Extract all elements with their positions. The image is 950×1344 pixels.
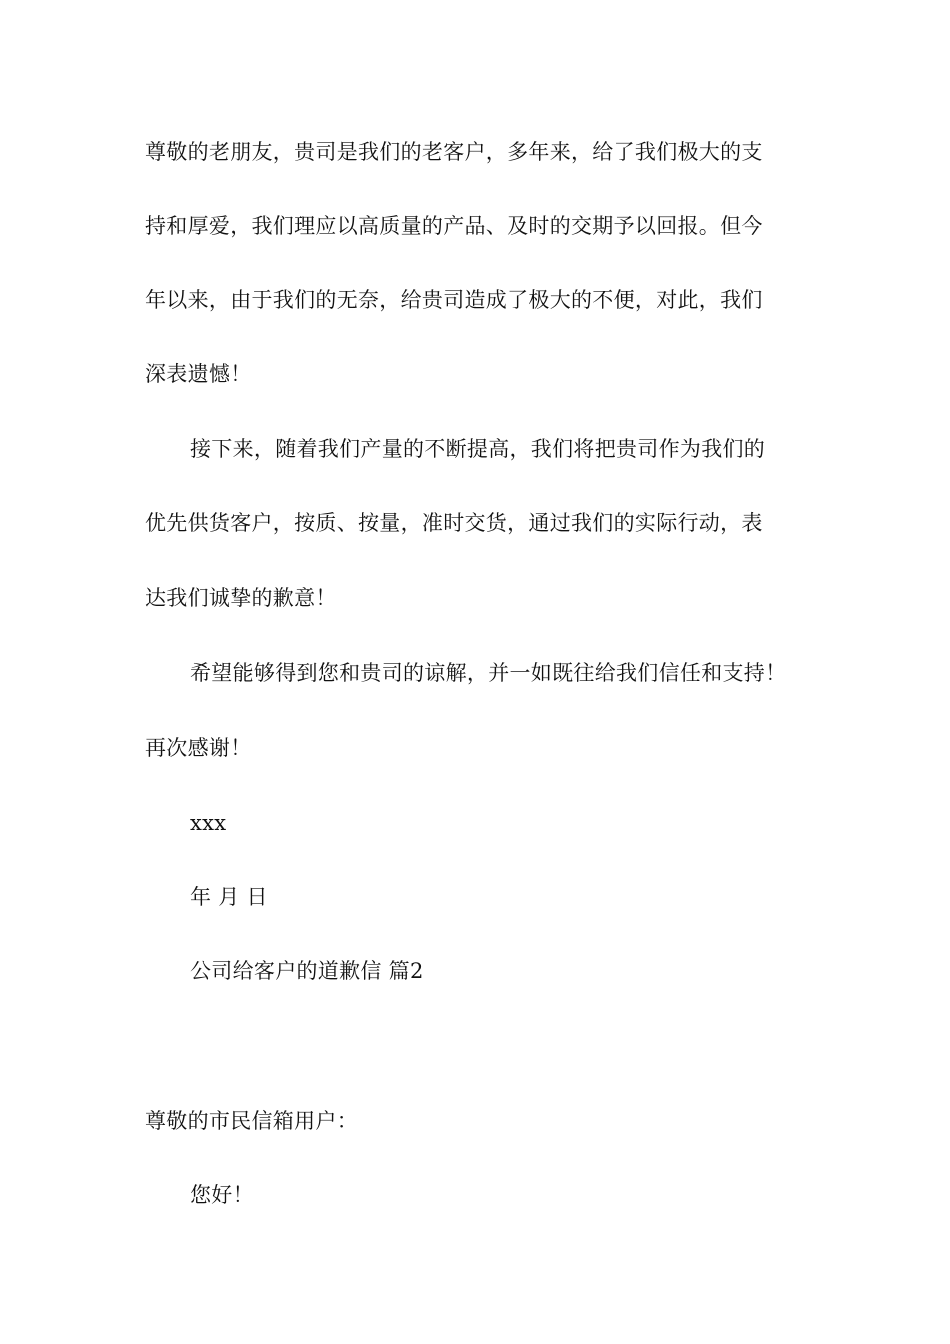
paragraph-1-line-3: 年以来，由于我们的无奈，给贵司造成了极大的不便，对此，我们 — [145, 288, 763, 312]
paragraph-2-line-2: 优先供货客户，按质、按量，准时交货，通过我们的实际行动，表 — [145, 511, 763, 535]
signature-name: xxx — [190, 811, 227, 835]
section-title: 公司给客户的道歉信 篇2 — [190, 959, 424, 983]
paragraph-3-line-1: 希望能够得到您和贵司的谅解，并一如既往给我们信任和支持！ — [190, 661, 787, 685]
paragraph-1-line-2: 持和厚爱，我们理应以高质量的产品、及时的交期予以回报。但今 — [145, 214, 763, 238]
paragraph-1-line-1: 尊敬的老朋友，贵司是我们的老客户，多年来，给了我们极大的支 — [145, 140, 763, 164]
paragraph-2-line-3: 达我们诚挚的歉意！ — [145, 586, 337, 610]
salutation: 尊敬的市民信箱用户： — [145, 1109, 358, 1133]
paragraph-2-line-1: 接下来，随着我们产量的不断提高，我们将把贵司作为我们的 — [190, 437, 766, 461]
signature-date: 年 月 日 — [190, 885, 268, 909]
greeting: 您好！ — [190, 1183, 254, 1207]
paragraph-1-line-4: 深表遗憾！ — [145, 362, 252, 386]
paragraph-3-line-2: 再次感谢！ — [145, 736, 252, 760]
